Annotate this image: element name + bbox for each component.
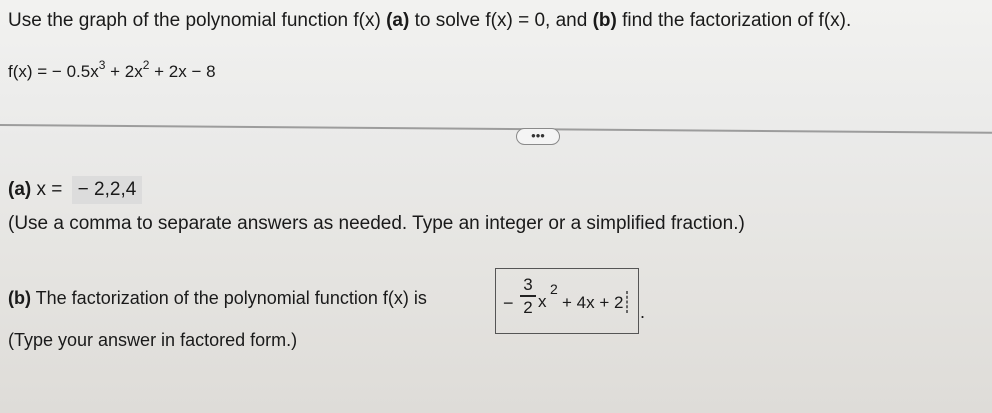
fraction-bar <box>520 295 536 297</box>
part-b-row <box>8 288 427 309</box>
question-suffix: find the factorization of f(x). <box>616 10 852 31</box>
function-term1: − 0.5x <box>51 62 99 81</box>
part-a-prompt: x = <box>31 179 68 200</box>
part-b-answer-field[interactable] <box>495 268 639 334</box>
question-text <box>8 10 851 32</box>
part-b-trailing-period: . <box>640 302 646 322</box>
question-part-a-tag: (a) <box>386 10 410 31</box>
function-term2: + 2x <box>105 62 143 81</box>
fraction-numerator: 3 <box>523 275 533 294</box>
part-a-row <box>8 176 142 204</box>
function-exponent1: 3 <box>98 58 106 72</box>
part-a-label: (a) <box>8 179 32 200</box>
part-b-label: (b) <box>8 288 31 308</box>
fraction-denominator: 2 <box>523 297 533 317</box>
part-a-answer-field[interactable]: − 2,2,4 <box>72 176 143 204</box>
answer-variable: x <box>538 292 547 311</box>
part-b-hint: (Type your answer in factored form.) <box>8 330 298 350</box>
function-lhs: f(x) = <box>8 62 52 81</box>
answer-exponent: 2 <box>550 281 558 297</box>
answer-fraction <box>520 275 536 317</box>
function-exponent2: 2 <box>142 58 150 72</box>
function-term3: + 2x − 8 <box>149 62 216 81</box>
question-part-b-tag: (b) <box>592 10 617 31</box>
section-divider <box>0 124 992 134</box>
function-definition <box>8 58 216 82</box>
expand-more-button[interactable]: ••• <box>516 128 560 145</box>
part-a-hint: (Use a comma to separate answers as needed. Type an integer or a simplified fraction.) <box>8 213 745 234</box>
question-prefix: Use the graph of the polynomial function f(x) <box>8 10 387 31</box>
answer-remaining-terms: + 4x + 2 <box>562 293 624 312</box>
part-b-prompt: The factorization of the polynomial function f(x) is <box>30 288 427 308</box>
text-cursor-box <box>626 291 628 313</box>
answer-minus-sign: − <box>503 293 514 313</box>
question-middle: to solve f(x) = 0, and <box>409 10 593 31</box>
